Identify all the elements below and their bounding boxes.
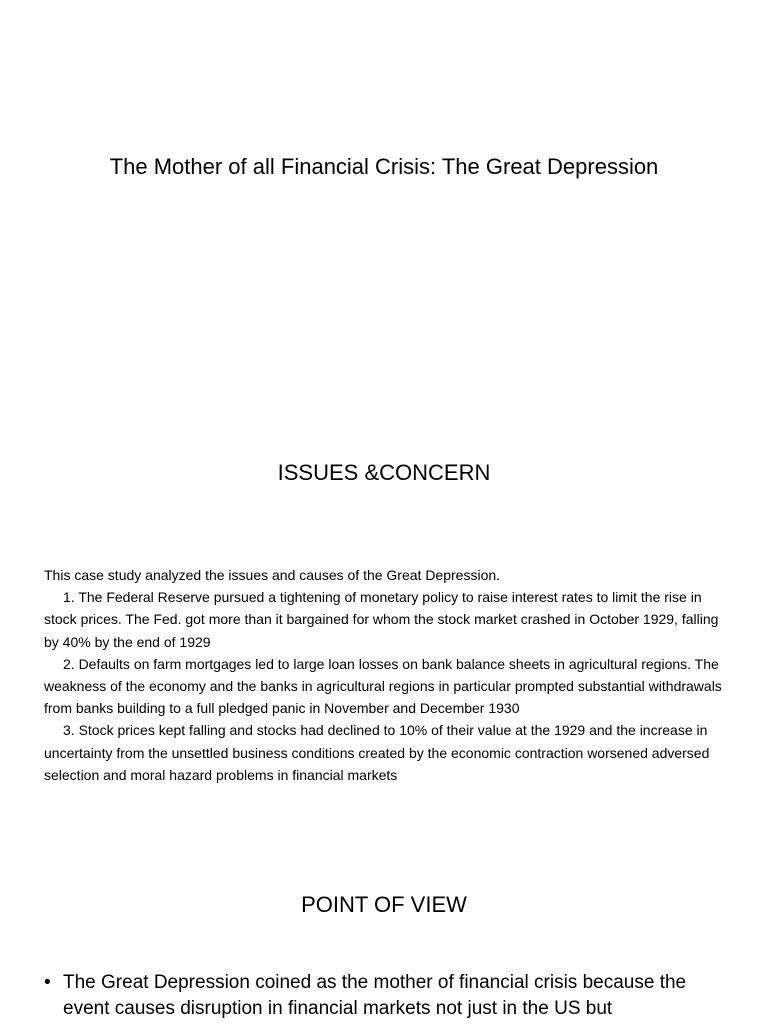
document-title: The Mother of all Financial Crisis: The Great Depression [109,154,659,179]
issue-item: 1. The Federal Reserve pursued a tightening of monetary policy to raise interest rates to limit the rise in stock prices. The Fed. got more than it bargained for whom the stock market crashed in October 1929, falling by 40% by the end of 1929 [44,589,719,650]
issue-item: 3. Stock prices kept falling and stocks had declined to 10% of their value at the 1929 and the increase in uncertainty from the unsettled business conditions created by the economic contraction worsened adversed selection and moral hazard problems in financial markets [44,722,710,783]
point-of-view-heading: POINT OF VIEW [301,892,467,917]
bullet-icon: • [44,972,51,993]
issues-body [44,564,734,786]
bullet-text: The Great Depression coined as the mother of financial crisis because the event causes disruption in financial markets not just in the US but [63,972,687,1019]
issues-intro: This case study analyzed the issues and causes of the Great Depression. [44,567,501,583]
point-of-view-list [44,970,734,1022]
issues-heading: ISSUES &CONCERN [277,460,491,485]
issue-item: 2. Defaults on farm mortgages led to large loan losses on bank balance sheets in agricultural regions. The weakness of the economy and the banks in agricultural regions in particular prompted substantial withdrawals from banks building to a full pledged panic in November and December 1930 [44,655,722,717]
list-item [44,970,734,1022]
